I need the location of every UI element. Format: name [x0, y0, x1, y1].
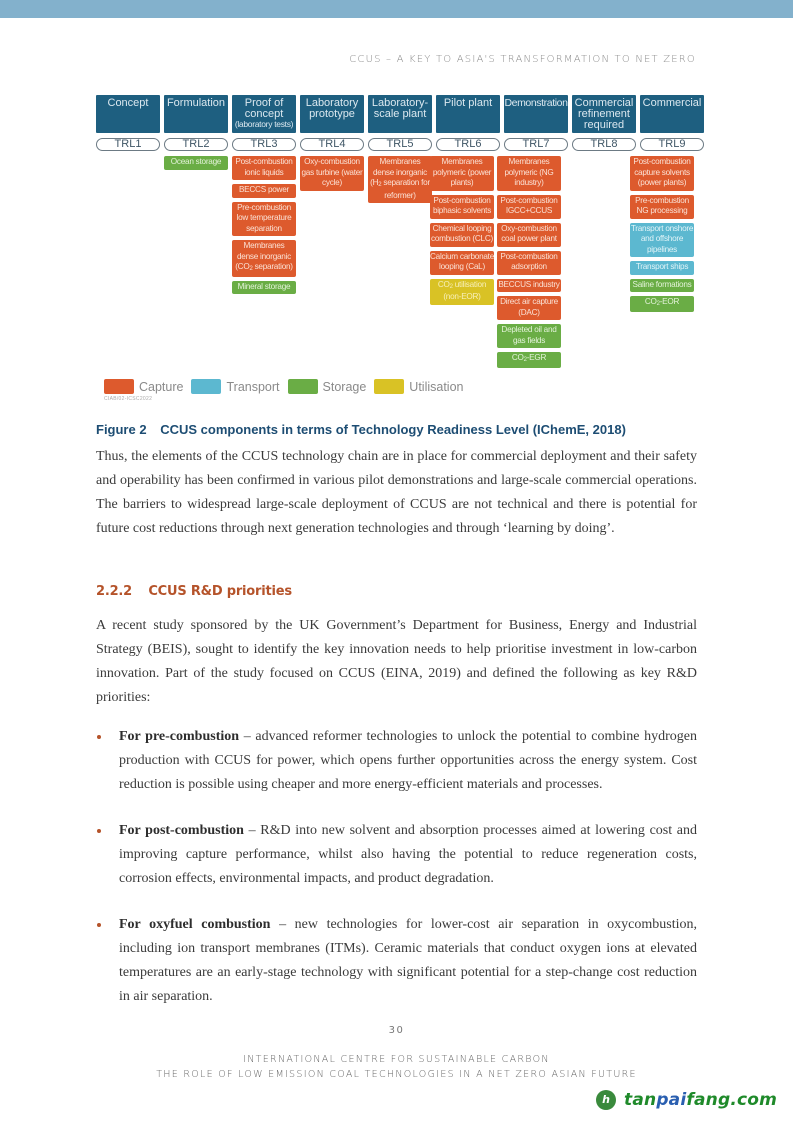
- stage-label: prototype: [309, 108, 355, 120]
- trl-figure: [96, 95, 702, 410]
- list-item-text: – R&D into new solvent and absorption processes aimed at lowering cost and improving capture performance, whilst also having the potential to reduce regeneration costs, corrosion effects, environmental impacts, and product degradation.: [119, 823, 697, 886]
- legend-swatch-transport: [191, 379, 221, 394]
- column-trl2: [164, 156, 228, 170]
- legend-label-utilisation: Utilisation: [409, 379, 464, 394]
- tech-box-utilisation: $CO_2$ utilisation (non-EOR): [430, 279, 494, 305]
- priorities-list: [96, 725, 697, 1031]
- list-item-lead: For pre-combustion: [119, 729, 240, 744]
- figure-legend: [104, 379, 471, 394]
- stage-label: Laboratory: [305, 97, 359, 109]
- section-heading: [96, 584, 292, 599]
- watermark-text-part: fang.com: [686, 1090, 778, 1110]
- tech-box-capture: Calcium carbonate looping (CaL): [430, 251, 494, 275]
- stage-label: required: [583, 119, 625, 131]
- legend-label-capture: Capture: [139, 379, 184, 394]
- figure-number: Figure 2: [96, 422, 147, 437]
- stage-pilot-plant: [436, 95, 500, 133]
- footer-report-title: THE ROLE OF LOW EMISSION COAL TECHNOLOGIES IN A NET ZERO ASIAN FUTURE: [156, 1069, 637, 1080]
- stage-label: Commercial: [642, 97, 702, 109]
- tech-box-transport: Transport ships: [630, 261, 694, 275]
- body-paragraph: A recent study sponsored by the UK Government’s Department for Business, Energy and Industrial Strategy (BEIS), sought to identify the key innovation needs to help prioritise investment in low-carbon innovation. Part of the study focused on CCUS (EINA, 2019) and defined the following as key R&D priorities:: [96, 618, 697, 705]
- figure-caption-text: CCUS components in terms of Technology Readiness Level (IChemE, 2018): [160, 422, 626, 437]
- tech-box-storage: Depleted oil and gas fields: [497, 324, 561, 348]
- legend-swatch-storage: [288, 379, 318, 394]
- stage-label: Commercial: [574, 97, 634, 109]
- stage-laboratory-prototype: [300, 95, 364, 133]
- trl-label: TRL2: [164, 138, 228, 151]
- watermark: [596, 1090, 777, 1110]
- list-item-lead: For post-combustion: [119, 823, 244, 838]
- top-color-band: [0, 0, 793, 18]
- trl-label: TRL8: [572, 138, 636, 151]
- tech-box-capture: Post-combustion ionic liquids: [232, 156, 296, 180]
- tech-box-capture: BECCUS industry: [497, 279, 561, 293]
- stage-label: refinement: [578, 108, 630, 120]
- stage-row: [96, 95, 704, 133]
- trl-label: TRL5: [368, 138, 432, 151]
- trl-label: TRL3: [232, 138, 296, 151]
- stage-label: concept: [244, 108, 284, 120]
- section-number: 2.2.2: [96, 584, 133, 599]
- tech-box-storage: Saline formations: [630, 279, 694, 293]
- list-item-lead: For oxyfuel combustion: [119, 917, 271, 932]
- list-item-text: – new technologies for lower-cost air separation in oxycombustion, including ion transport membranes (ITMs). Ceramic materials that conduct oxygen ions at elevated temperatures are an early-stage technology with significant potential for a step-change cost reduction in air separation.: [119, 917, 697, 1004]
- stage-label: Proof of: [244, 97, 284, 109]
- watermark-text-part: tan: [624, 1090, 657, 1110]
- tech-box-capture: Pre-combustion NG processing: [630, 195, 694, 219]
- stage-label: Formulation: [166, 97, 226, 109]
- stage-concept: [96, 95, 160, 133]
- trl-label: TRL9: [640, 138, 704, 151]
- tech-box-capture: Chemical looping combustion (CLC): [430, 223, 494, 247]
- column-trl7: [497, 156, 561, 368]
- legend-label-storage: Storage: [322, 379, 367, 394]
- tech-box-capture: Pre-combustion low temperature separation: [232, 202, 296, 237]
- stage-laboratory-scale-plant: [368, 95, 432, 133]
- trl-row: [96, 138, 704, 151]
- stage-commercial-refinement: [572, 95, 636, 133]
- tech-box-capture: Membranes polymeric (NG industry): [497, 156, 561, 191]
- column-trl9: [630, 156, 694, 312]
- column-trl6: [430, 156, 494, 305]
- stage-label: scale plant: [373, 108, 427, 120]
- tech-box-storage: $CO_2$-EGR: [497, 352, 561, 368]
- watermark-logo-icon: h: [596, 1090, 616, 1110]
- stage-label: Laboratory-: [371, 97, 429, 109]
- tech-box-capture: Membranes dense inorganic ($CO_2$ separation): [232, 240, 296, 277]
- tech-box-capture: Oxy-combustion gas turbine (water cycle): [300, 156, 364, 191]
- tech-box-storage: Ocean storage: [164, 156, 228, 170]
- tech-box-capture: Membranes polymeric (power plants): [430, 156, 494, 191]
- body-paragraph: Thus, the elements of the CCUS technology chain are in place for commercial deployment and their safety and operability has been confirmed in various pilot demonstrations and large-scale commercial operations. The barriers to widespread large-scale deployment of CCUS are not technical and there is potential for future cost reductions through next generation technologies and through ‘learning by doing’.: [96, 449, 697, 536]
- trl-label: TRL4: [300, 138, 364, 151]
- stage-label: Pilot plant: [443, 97, 493, 109]
- column-trl3: [232, 156, 296, 294]
- section-title: CCUS R&D priorities: [148, 584, 292, 599]
- list-item-text: – advanced reformer technologies to unlock the potential to combine hydrogen production with CCUS for power, which opens further opportunities across the energy system. Cost reduction is possible using cheaper and more energy-efficient materials and processes.: [119, 729, 698, 792]
- tech-box-storage: $CO_2$-EOR: [630, 296, 694, 312]
- trl-label: TRL7: [504, 138, 568, 151]
- tech-box-capture: Post-combustion biphasic solvents: [430, 195, 494, 219]
- tech-box-capture: BECCS power: [232, 184, 296, 198]
- list-item: [96, 913, 697, 1009]
- tech-box-capture: Membranes dense inorganic ($H_2$ separation for reformer): [368, 156, 432, 203]
- stage-label: (laboratory tests): [234, 119, 294, 129]
- tech-box-capture: Post-combustion capture solvents (power plants): [630, 156, 694, 191]
- stage-label: Demonstration: [504, 97, 568, 109]
- bullet-icon: [97, 829, 101, 833]
- tech-box-transport: Transport onshore and offshore pipelines: [630, 223, 694, 258]
- legend-label-transport: Transport: [226, 379, 280, 394]
- stage-label: Concept: [107, 97, 149, 109]
- legend-swatch-utilisation: [374, 379, 404, 394]
- bullet-icon: [97, 735, 101, 739]
- tech-box-capture: Direct air capture (DAC): [497, 296, 561, 320]
- tech-box-storage: Mineral storage: [232, 281, 296, 295]
- watermark-text: [624, 1090, 777, 1110]
- stage-formulation: [164, 95, 228, 133]
- list-item: [96, 725, 697, 797]
- page-number: 30: [388, 1025, 405, 1036]
- list-item: [96, 819, 697, 891]
- trl-label: TRL6: [436, 138, 500, 151]
- tech-box-capture: Post-combustion adsorption: [497, 251, 561, 275]
- tech-box-capture: Post-combustion IGCC+CCUS: [497, 195, 561, 219]
- stage-proof-of-concept: [232, 95, 296, 133]
- column-trl4: [300, 156, 364, 191]
- footer-organization: INTERNATIONAL CENTRE FOR SUSTAINABLE CARBON: [243, 1054, 550, 1065]
- watermark-text-part: pai: [656, 1090, 687, 1110]
- figure-caption: [96, 422, 626, 437]
- stage-demonstration: [504, 95, 568, 133]
- bullet-icon: [97, 923, 101, 927]
- figure-code: CIAB/02-ICSC2022: [104, 396, 153, 402]
- stage-commercial: [640, 95, 704, 133]
- running-header: CCUS – A KEY TO ASIA'S TRANSFORMATION TO NET ZERO: [349, 54, 696, 65]
- tech-box-capture: Oxy-combustion coal power plant: [497, 223, 561, 247]
- trl-label: TRL1: [96, 138, 160, 151]
- legend-swatch-capture: [104, 379, 134, 394]
- column-trl5: [368, 156, 432, 203]
